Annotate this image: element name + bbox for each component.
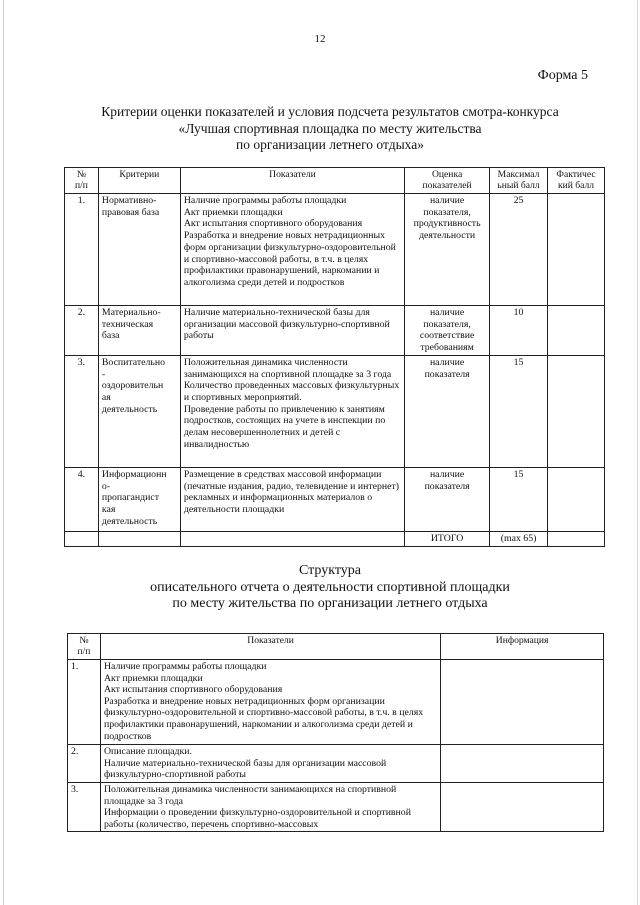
structure-title-line: по месту жительства по организации летнего отдыха — [172, 596, 488, 611]
form-label: Форма 5 — [537, 68, 588, 83]
criteria-title-line: по организации летнего отдыха» — [236, 137, 424, 152]
row-assessment: наличие показателя, соответствие требованиям — [405, 306, 490, 356]
row-actual-score[interactable] — [548, 194, 605, 306]
table-row — [68, 660, 604, 745]
header-num: № п/п — [68, 634, 101, 660]
criteria-table-header — [65, 168, 605, 194]
row-num: 2. — [68, 745, 101, 783]
scan-edge-right — [637, 0, 638, 905]
row-assessment: наличие показателя — [405, 355, 490, 467]
header-information: Информация — [441, 634, 604, 660]
row-max-score: 25 — [490, 194, 548, 306]
row-num: 1. — [68, 660, 101, 745]
structure-title-line: описательного отчета о деятельности спортивной площадки — [150, 579, 510, 595]
row-max-score: 15 — [490, 355, 548, 467]
table-row — [65, 467, 605, 531]
row-indicators: Размещение в средствах массовой информации (печатные издания, радио, телевидение и интернет) рекламных и информационных материалов о деятельности площадки — [180, 467, 404, 531]
row-information[interactable] — [441, 745, 604, 783]
row-num: 1. — [65, 194, 99, 306]
table-row — [65, 306, 605, 356]
table-row — [68, 745, 604, 783]
structure-table-header — [68, 634, 604, 660]
page-number: 12 — [314, 33, 326, 45]
row-criteria: Материально- техническая база — [98, 306, 180, 356]
row-indicators: Наличие материально-технической базы для организации массовой физкультурно-спортивной работы — [180, 306, 404, 356]
row-indicators: Наличие программы работы площадки Акт приемки площадки Акт испытания спортивного оборудования Разработка и внедрение новых нетрадиционных форм организации физкультурно-оздоровительной и спортивно-массовой работы, в т.ч. в целях профилактики правонарушений, наркомании и алкоголизма среди детей и подростков — [100, 660, 440, 745]
row-criteria: Информационн о- пропагандист кая деятельность — [98, 467, 180, 531]
row-actual-score[interactable] — [548, 467, 605, 531]
structure-table — [67, 633, 604, 832]
row-indicators: Положительная динамика численности занимающихся на спортивной площадке за 3 года Информации о проведении физкультурно-оздоровительной и спортивной работы (количество, перечень спортивно-массовых — [100, 783, 440, 832]
row-actual-score[interactable] — [548, 355, 605, 467]
row-assessment: наличие показателя, продуктивность деятельности — [405, 194, 490, 306]
row-num: 4. — [65, 467, 99, 531]
row-num: 3. — [68, 783, 101, 832]
row-max-score: 10 — [490, 306, 548, 356]
header-assessment: Оценка показателей — [405, 168, 490, 194]
row-indicators: Наличие программы работы площадки Акт приемки площадки Акт испытания спортивного оборудования Разработка и внедрение новых нетрадиционных форм организации физкультурно-оздоровительной и спортивно-массовой работы, в т.ч. в целях профилактики правонарушений, наркомании и алкоголизма среди детей и подростков — [180, 194, 404, 306]
header-indicators: Показатели — [100, 634, 440, 660]
row-assessment: наличие показателя — [405, 467, 490, 531]
criteria-title-line: «Лучшая спортивная площадка по месту жительства — [178, 120, 482, 136]
table-row — [65, 355, 605, 467]
structure-title — [60, 563, 600, 613]
header-num: № п/п — [65, 168, 99, 194]
table-row — [68, 783, 604, 832]
header-actual-score: Фактичес кий балл — [548, 168, 605, 194]
row-indicators: Описание площадки. Наличие материально-технической базы для организации массовой физкультурно-спортивной работы — [100, 745, 440, 783]
structure-title-line: Структура — [298, 563, 362, 578]
header-max-score: Максимал ьный балл — [490, 168, 548, 194]
header-indicators: Показатели — [180, 168, 404, 194]
total-value: (max 65) — [490, 531, 548, 546]
criteria-title-line: Критерии оценки показателей и условия подсчета результатов смотра-конкурса — [101, 104, 559, 119]
row-num: 3. — [65, 355, 99, 467]
row-actual-score[interactable] — [548, 306, 605, 356]
criteria-title — [60, 104, 600, 154]
row-num: 2. — [65, 306, 99, 356]
total-row — [65, 531, 605, 546]
row-max-score: 15 — [490, 467, 548, 531]
total-label: ИТОГО — [405, 531, 490, 546]
criteria-table — [64, 167, 605, 547]
header-criteria: Критерии — [98, 168, 180, 194]
row-indicators: Положительная динамика численности занимающихся на спортивной площадке за 3 года Количество проведенных массовых физкультурных и спортивных мероприятий. Проведение работы по привлечению к занятиям подростков, состоящих на учете в инспекции по делам несовершеннолетних и детей с инвалидностью — [180, 355, 404, 467]
scan-edge-left — [3, 0, 4, 905]
row-criteria: Воспитательно - оздоровительн ая деятельность — [98, 355, 180, 467]
row-information[interactable] — [441, 783, 604, 832]
row-information[interactable] — [441, 660, 604, 745]
table-row — [65, 194, 605, 306]
row-criteria: Нормативно- правовая база — [98, 194, 180, 306]
